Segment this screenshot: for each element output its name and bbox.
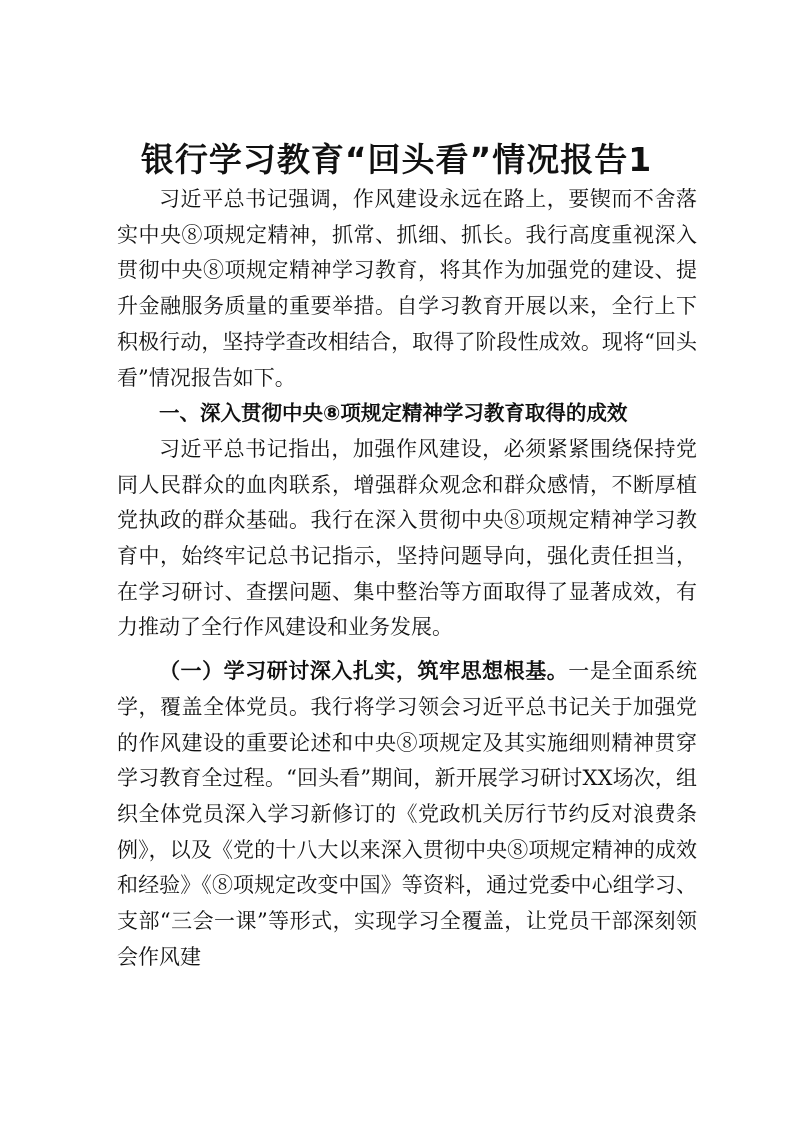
document-title: 银行学习教育“回头看”情况报告1 <box>140 140 653 179</box>
subsection-title: （一）学习研讨深入扎实，筑牢思想根基。 <box>159 659 569 684</box>
subsection-text: 一是全面系统学，覆盖全体党员。我行将学习领会习近平总书记关于加强党的作风建设的重要论述和中央⑧项规定及其实施细则精神贯穿学习教育全过程。“回头看”期间，新开展学习研讨XX场次，组织全体党员深入学习新修订的《党政机关厉行节约反对浪费条例》，以及《党的十八大以来深入贯彻中央⑧项规定精神的成效和经验》《⑧项规定改变中国》等资料，通过党委中心组学习、支部“三会一课”等形式，实现学习全覆盖，让党员干部深刻领会作风建 <box>117 659 698 969</box>
intro-paragraph: 习近平总书记强调，作风建设永远在路上，要锲而不舍落实中央⑧项规定精神，抓常、抓细、抓长。我行高度重视深入贯彻中央⑧项规定精神学习教育，将其作为加强党的建设、提升金融服务质量的重要举措。自学习教育开展以来，全行上下积极行动，坚持学查改相结合，取得了阶段性成效。现将“回头看”情况报告如下。 <box>117 187 697 390</box>
section-paragraph: 习近平总书记指出，加强作风建设，必须紧紧围绕保持党同人民群众的血肉联系，增强群众观念和群众感情，不断厚植党执政的群众基础。我行在深入贯彻中央⑧项规定精神学习教育中，始终牢记总书记指示，坚持问题导向，强化责任担当，在学习研讨、查摆问题、集中整治等方面取得了显著成效，有力推动了全行作风建设和业务发展。 <box>117 436 697 640</box>
document-body <box>117 182 697 975</box>
section-heading: 一、深入贯彻中央⑧项规定精神学习教育取得的成效 <box>159 401 628 426</box>
subsection-paragraph <box>117 654 697 975</box>
